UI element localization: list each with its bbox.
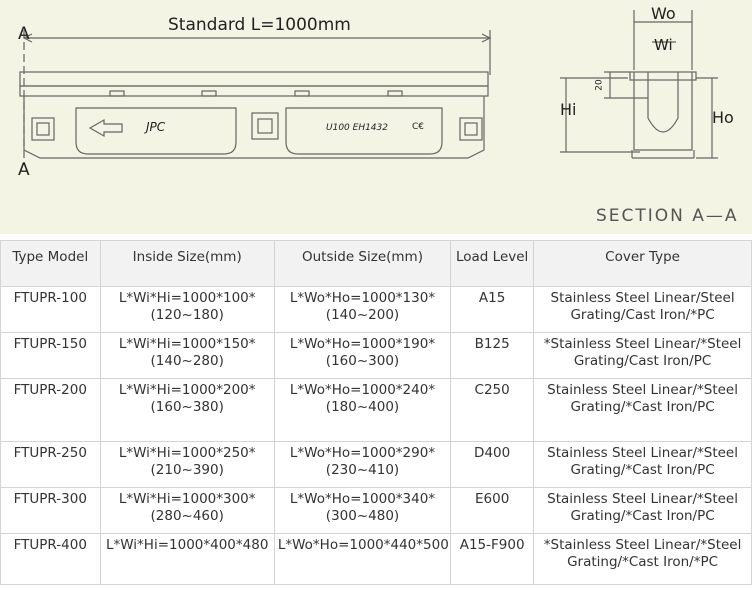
cell-load-level: B125 (451, 333, 534, 379)
cell-model: FTUPR-300 (1, 488, 101, 534)
table-row (1, 488, 752, 534)
cell-cover-type: Stainless Steel Linear/Steel Grating/Cast Iron/*PC (534, 287, 752, 333)
cell-outside-size: L*Wo*Ho=1000*340*(300~480) (274, 488, 450, 534)
cell-inside-size: L*Wi*Hi=1000*400*480 (100, 534, 274, 585)
cell-model: FTUPR-200 (1, 379, 101, 442)
cell-model: FTUPR-150 (1, 333, 101, 379)
cell-load-level: A15 (451, 287, 534, 333)
dim-hi-label: Hi (560, 100, 577, 119)
channel-marking: U100 EH1432 (326, 123, 388, 133)
cell-cover-type: *Stainless Steel Linear/*Steel Grating/Cast Iron/PC (534, 333, 752, 379)
cell-load-level: D400 (451, 442, 534, 488)
cell-model: FTUPR-250 (1, 442, 101, 488)
header-outside-size: Outside Size(mm) (274, 241, 450, 287)
cell-load-level: C250 (451, 379, 534, 442)
dim-20-label: 20 (594, 79, 605, 91)
cell-inside-size: L*Wi*Hi=1000*200*(160~380) (100, 379, 274, 442)
technical-drawing (0, 0, 752, 234)
table-row (1, 534, 752, 585)
cell-inside-size: L*Wi*Hi=1000*100*(120~180) (100, 287, 274, 333)
header-type-model: Type Model (1, 241, 101, 287)
cell-model: FTUPR-400 (1, 534, 101, 585)
dim-wi-label: Wi (654, 36, 673, 54)
section-marker-bottom: A (18, 160, 30, 180)
cell-model: FTUPR-100 (1, 287, 101, 333)
cell-outside-size: L*Wo*Ho=1000*130*(140~200) (274, 287, 450, 333)
brand-mark: JPC (146, 120, 166, 134)
cell-cover-type: Stainless Steel Linear/*Steel Grating/*Cast Iron/PC (534, 442, 752, 488)
table-row (1, 379, 752, 442)
ce-mark: C€ (412, 122, 425, 132)
channel-elevation-drawing (0, 0, 752, 234)
standard-length-label: Standard L=1000mm (168, 15, 351, 35)
header-cover-type: Cover Type (534, 241, 752, 287)
cell-inside-size: L*Wi*Hi=1000*250*(210~390) (100, 442, 274, 488)
cell-load-level: E600 (451, 488, 534, 534)
cell-outside-size: L*Wo*Ho=1000*440*500 (274, 534, 450, 585)
cell-cover-type: *Stainless Steel Linear/*Steel Grating/*Cast Iron/*PC (534, 534, 752, 585)
specification-table (0, 240, 752, 585)
header-load-level: Load Level (451, 241, 534, 287)
dim-wo-label: Wo (651, 4, 676, 23)
cell-cover-type: Stainless Steel Linear/*Steel Grating/*Cast Iron/PC (534, 488, 752, 534)
table-row (1, 442, 752, 488)
cell-load-level: A15-F900 (451, 534, 534, 585)
table-row (1, 333, 752, 379)
cell-inside-size: L*Wi*Hi=1000*150*(140~280) (100, 333, 274, 379)
cell-cover-type: Stainless Steel Linear/*Steel Grating/*Cast Iron/PC (534, 379, 752, 442)
cell-outside-size: L*Wo*Ho=1000*290*(230~410) (274, 442, 450, 488)
header-inside-size: Inside Size(mm) (100, 241, 274, 287)
table-row (1, 287, 752, 333)
cell-outside-size: L*Wo*Ho=1000*240*(180~400) (274, 379, 450, 442)
section-label: SECTION A—A (596, 206, 739, 226)
cell-outside-size: L*Wo*Ho=1000*190*(160~300) (274, 333, 450, 379)
table-header-row (1, 241, 752, 287)
cell-inside-size: L*Wi*Hi=1000*300*(280~460) (100, 488, 274, 534)
section-marker-top: A (18, 24, 30, 44)
dim-ho-label: Ho (712, 108, 734, 127)
